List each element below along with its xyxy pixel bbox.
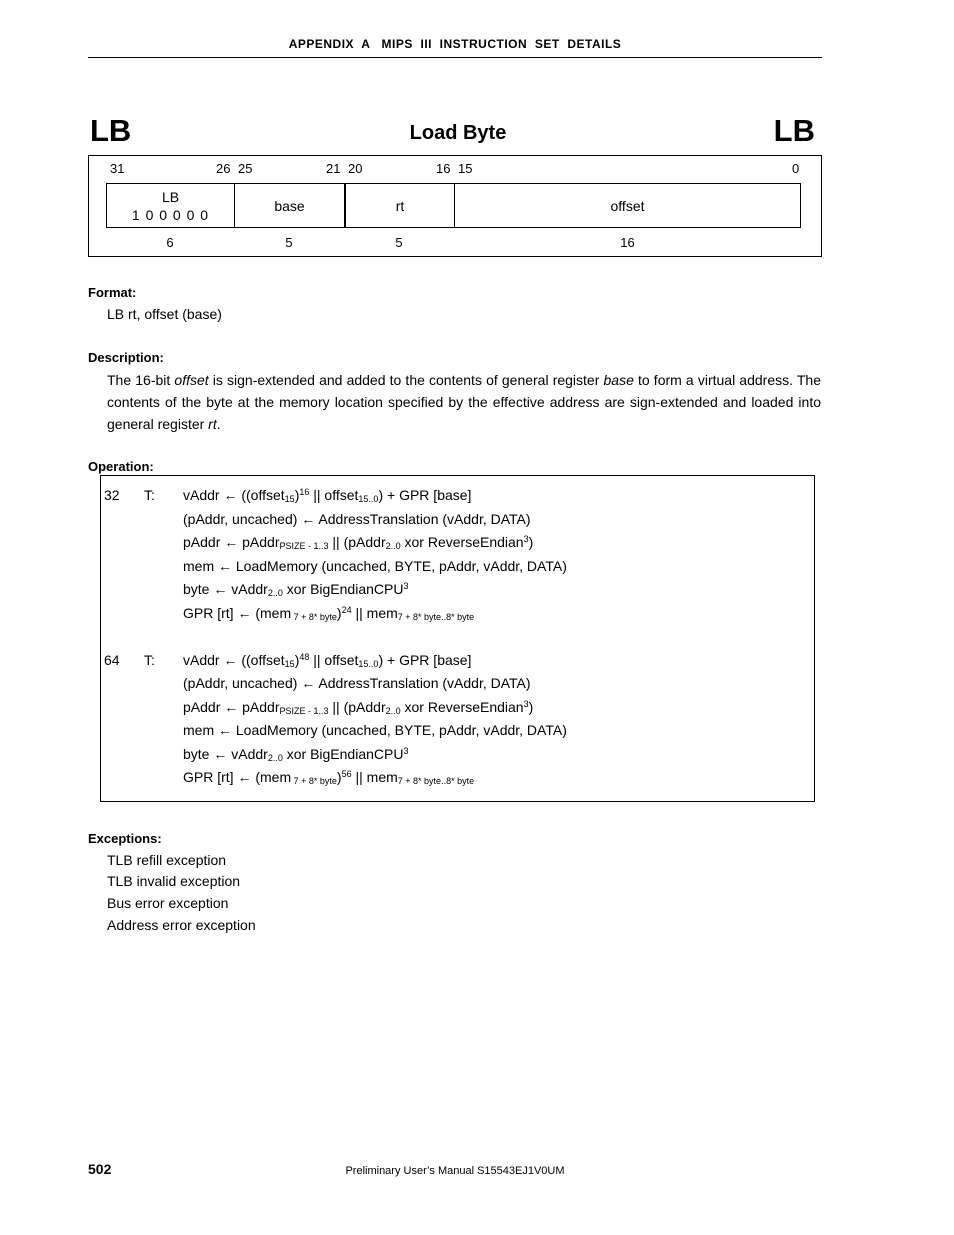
- operation-line: byte ← vAddr$_{2..0}$ xor BigEndianCPU$^3$: [183, 581, 409, 598]
- header-rule: [88, 57, 822, 58]
- operation-time: T:: [144, 652, 155, 668]
- bit-number: 25: [238, 161, 253, 176]
- format-heading: Format:: [88, 285, 137, 300]
- field-name: offset: [610, 197, 645, 214]
- operation-line: mem ← LoadMemory (uncached, BYTE, pAddr, vAddr, DATA): [183, 558, 567, 574]
- bit-number: 21: [326, 161, 341, 176]
- operation-line: GPR [rt] ← (mem $_{7 + 8* byte}$)$^{56}$ || mem$_{7 + 8* byte..8* byte}$: [183, 769, 475, 786]
- field-name: LB: [161, 188, 180, 205]
- operation-line: pAddr ← pAddr$_{PSIZE - 1..3}$ || (pAddr$_{2..0}$ xor ReverseEndian$^3$): [183, 534, 534, 551]
- operation-line: mem ← LoadMemory (uncached, BYTE, pAddr, vAddr, DATA): [183, 722, 567, 738]
- bit-number: 16: [436, 161, 451, 176]
- exception-item: TLB invalid exception: [107, 873, 241, 889]
- instruction-name: Load Byte: [409, 122, 507, 144]
- operation-line: byte ← vAddr$_{2..0}$ xor BigEndianCPU$^3$: [183, 746, 409, 763]
- field-value: 1 0 0 0 0 0: [131, 206, 210, 223]
- operation-time: T:: [144, 487, 155, 503]
- bit-number: 0: [792, 161, 800, 176]
- operation-mode: 32: [104, 487, 120, 503]
- mnemonic-right: LB: [773, 113, 815, 148]
- operation-line: pAddr ← pAddr$_{PSIZE - 1..3}$ || (pAddr$_{2..0}$ xor ReverseEndian$^3$): [183, 699, 534, 716]
- offset-field: [455, 184, 800, 227]
- operation-line: (pAddr, uncached) ← AddressTranslation (vAddr, DATA): [183, 511, 531, 527]
- running-header: APPENDIX A MIPS III INSTRUCTION SET DETAILS: [288, 37, 622, 51]
- operation-line: GPR [rt] ← (mem $_{7 + 8* byte}$)$^{24}$ || mem$_{7 + 8* byte..8* byte}$: [183, 605, 475, 622]
- mnemonic-left: LB: [90, 113, 132, 148]
- opcode-field: [107, 184, 235, 227]
- bit-number: 26: [216, 161, 231, 176]
- base-field: [235, 184, 345, 227]
- field-width: 6: [166, 235, 174, 250]
- operation-heading: Operation:: [88, 459, 154, 474]
- exception-item: Bus error exception: [107, 895, 229, 911]
- operation-line: vAddr ← ((offset$_{15}$)$^{48}$ || offset$_{15..0}$) + GPR [base]: [183, 652, 472, 669]
- rt-field: [345, 184, 455, 227]
- operation-mode: 64: [104, 652, 120, 668]
- bit-number: 15: [458, 161, 473, 176]
- operation-line: vAddr ← ((offset$_{15}$)$^{16}$ || offset$_{15..0}$) + GPR [base]: [183, 487, 472, 504]
- bit-number: 31: [110, 161, 125, 176]
- description-text: The 16-bit offset is sign-extended and added to the contents of general register base to form a virtual address. The contents of the byte at the memory location specified by the effective address are sign-extended and loaded into general register rt.: [107, 372, 821, 432]
- manual-title: Preliminary User’s Manual S15543EJ1V0UM: [345, 1165, 565, 1177]
- exception-item: Address error exception: [107, 917, 256, 933]
- field-width: 5: [285, 235, 293, 250]
- field-width: 5: [395, 235, 403, 250]
- operation-line: (pAddr, uncached) ← AddressTranslation (vAddr, DATA): [183, 675, 531, 691]
- field-width: 16: [620, 235, 635, 250]
- field-name: rt: [395, 197, 405, 214]
- bit-number: 20: [348, 161, 363, 176]
- exception-item: TLB refill exception: [107, 852, 227, 868]
- description-heading: Description:: [88, 350, 164, 365]
- format-syntax: LB rt, offset (base): [107, 306, 222, 322]
- page-number: 502: [88, 1161, 112, 1177]
- exceptions-heading: Exceptions:: [88, 831, 162, 846]
- encoding-fields: [106, 183, 801, 228]
- field-name: base: [274, 197, 305, 214]
